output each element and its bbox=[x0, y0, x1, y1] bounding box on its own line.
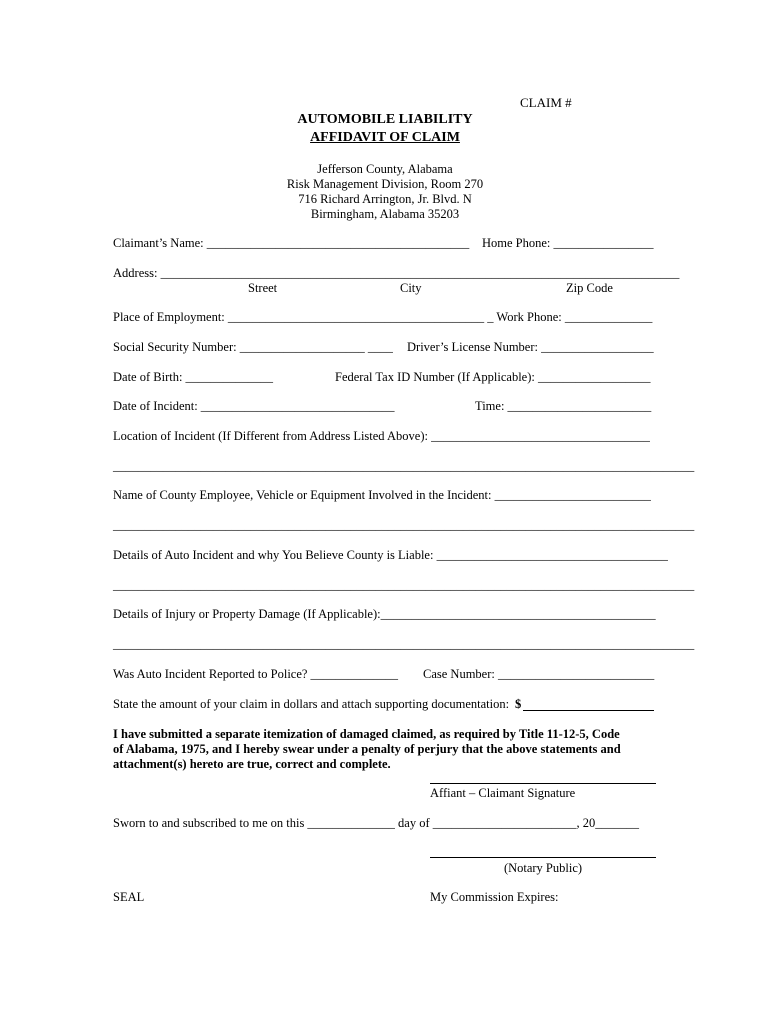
claim-amount-input-line[interactable] bbox=[523, 710, 654, 711]
blank-line[interactable]: _____________________________________________________________________________________________ bbox=[113, 518, 695, 532]
city-caption: City bbox=[400, 281, 422, 295]
employment-field[interactable]: Place of Employment: _________________________________________ _ Work Phone: ______________ bbox=[113, 310, 653, 324]
police-report-field[interactable]: Was Auto Incident Reported to Police? ______________ bbox=[113, 667, 399, 681]
affiant-signature-caption: Affiant – Claimant Signature bbox=[430, 786, 576, 800]
address-line-1: Jefferson County, Alabama bbox=[317, 162, 453, 176]
injury-details-field[interactable]: Details of Injury or Property Damage (If Applicable):____________________________________________ bbox=[113, 607, 656, 621]
zip-caption: Zip Code bbox=[566, 281, 613, 295]
date-of-birth-field[interactable]: Date of Birth: ______________ bbox=[113, 370, 274, 384]
perjury-statement: I have submitted a separate itemization of damaged claimed, as required by Title 11-12-5, Code of Alabama, 1975, and I hereby swear under a penalty of perjury that the above statements and attachment(s) hereto are true, correct and complete. bbox=[113, 727, 621, 771]
address-field[interactable]: Address: ___________________________________________________________________________________ bbox=[113, 266, 680, 280]
signature-line[interactable] bbox=[430, 783, 656, 784]
drivers-license-field[interactable]: Driver’s License Number: __________________ bbox=[407, 340, 654, 354]
claim-amount-label: State the amount of your claim in dollars and attach supporting documentation: bbox=[113, 697, 510, 711]
address-line-2: Risk Management Division, Room 270 bbox=[286, 177, 484, 191]
sworn-field[interactable]: Sworn to and subscribed to me on this ______________ day of _______________________, 20_______ bbox=[113, 816, 640, 830]
address-line-3: 716 Richard Arrington, Jr. Blvd. N bbox=[298, 192, 472, 206]
ssn-field[interactable]: Social Security Number: ____________________ ____ bbox=[113, 340, 393, 354]
date-of-incident-field[interactable]: Date of Incident: _______________________________ bbox=[113, 399, 395, 413]
time-field[interactable]: Time: _______________________ bbox=[475, 399, 652, 413]
county-employee-field[interactable]: Name of County Employee, Vehicle or Equipment Involved in the Incident: _________________________ bbox=[113, 488, 651, 502]
claimant-name-field[interactable]: Claimant’s Name: __________________________________________ bbox=[113, 236, 470, 250]
auto-incident-details-field[interactable]: Details of Auto Incident and why You Believe County is Liable: _____________________________________ bbox=[113, 548, 668, 562]
incident-location-field[interactable]: Location of Incident (If Different from Address Listed Above): ___________________________________ bbox=[113, 429, 650, 443]
notary-signature-line[interactable] bbox=[430, 857, 656, 858]
claim-number-label: CLAIM # bbox=[520, 95, 572, 110]
notary-caption: (Notary Public) bbox=[503, 861, 583, 875]
address-line-4: Birmingham, Alabama 35203 bbox=[310, 207, 460, 221]
home-phone-field[interactable]: Home Phone: ________________ bbox=[482, 236, 654, 250]
case-number-field[interactable]: Case Number: _________________________ bbox=[423, 667, 655, 681]
tax-id-field[interactable]: Federal Tax ID Number (If Applicable): __________________ bbox=[335, 370, 651, 384]
commission-expires-label: My Commission Expires: bbox=[430, 890, 559, 904]
dollar-sign: $ bbox=[515, 697, 522, 711]
street-caption: Street bbox=[248, 281, 278, 295]
blank-line[interactable]: _____________________________________________________________________________________________ bbox=[113, 459, 695, 473]
blank-line[interactable]: _____________________________________________________________________________________________ bbox=[113, 578, 695, 592]
blank-line[interactable]: _____________________________________________________________________________________________ bbox=[113, 637, 695, 651]
form-subtitle: AFFIDAVIT OF CLAIM bbox=[310, 130, 460, 145]
seal-label: SEAL bbox=[113, 890, 145, 904]
form-title: AUTOMOBILE LIABILITY bbox=[297, 112, 473, 127]
